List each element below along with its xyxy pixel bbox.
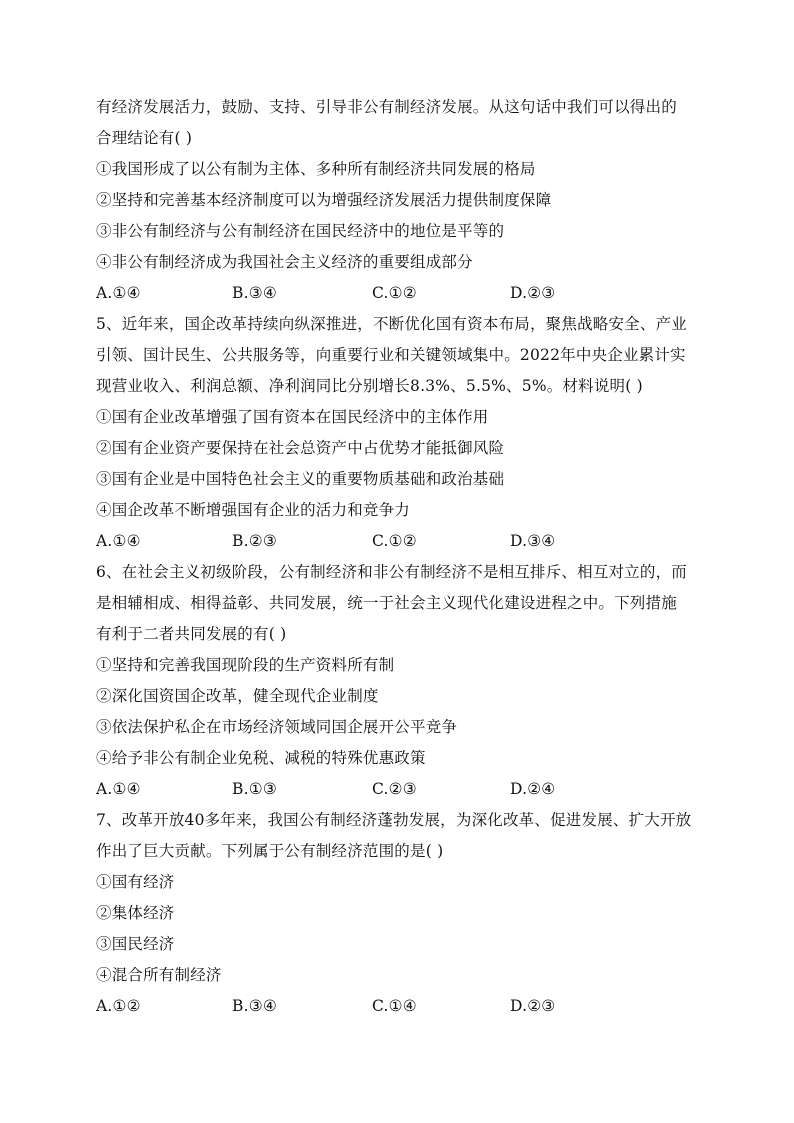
- choice-b: B.①③: [232, 780, 277, 798]
- statement-1: ①坚持和完善我国现阶段的生产资料所有制: [96, 656, 395, 674]
- question-text-line: 6、在社会主义初级阶段，公有制经济和非公有制经济不是相互排斥、相互对立的，而: [96, 563, 687, 581]
- question-4-continuation: [96, 92, 700, 309]
- statement-3: ③国有企业是中国特色社会主义的重要物质基础和政治基础: [96, 470, 505, 488]
- answer-choices: [96, 991, 700, 1022]
- choice-b: B.②③: [232, 532, 277, 550]
- question-7: [96, 805, 700, 1022]
- statement-3: ③国民经济: [96, 935, 175, 953]
- choice-d: D.②③: [510, 284, 556, 302]
- statement-4: ④给予非公有制企业免税、减税的特殊优惠政策: [96, 749, 426, 767]
- statement-1: ①国有经济: [96, 873, 175, 891]
- choice-b: B.③④: [232, 284, 277, 302]
- question-6: [96, 557, 700, 805]
- statement-4: ④国企改革不断增强国有企业的活力和竞争力: [96, 501, 411, 519]
- statement-2: ②深化国资国企改革，健全现代企业制度: [96, 687, 379, 705]
- choice-c: C.①②: [372, 284, 417, 302]
- choice-c: C.①②: [372, 532, 417, 550]
- statement-1: ①我国形成了以公有制为主体、多种所有制经济共同发展的格局: [96, 160, 536, 178]
- choice-d: D.②③: [510, 997, 556, 1015]
- question-text-line: 有经济发展活力，鼓励、支持、引导非公有制经济发展。从这句话中我们可以得出的: [96, 98, 677, 116]
- choice-a: A.①②: [96, 997, 141, 1015]
- answer-choices: [96, 278, 700, 309]
- statement-4: ④混合所有制经济: [96, 966, 222, 984]
- document-page: [96, 92, 700, 1022]
- choice-d: D.③④: [510, 532, 556, 550]
- question-text-line: 合理结论有( ): [96, 129, 193, 147]
- choice-a: A.①④: [96, 284, 141, 302]
- choice-a: A.①④: [96, 532, 141, 550]
- choice-c: C.①④: [372, 997, 417, 1015]
- statement-4: ④非公有制经济成为我国社会主义经济的重要组成部分: [96, 253, 473, 271]
- statement-3: ③依法保护私企在市场经济领域同国企展开公平竞争: [96, 718, 458, 736]
- statement-3: ③非公有制经济与公有制经济在国民经济中的地位是平等的: [96, 222, 505, 240]
- question-text-line: 是相辅相成、相得益彰、共同发展，统一于社会主义现代化建设进程之中。下列措施: [96, 594, 677, 612]
- statement-2: ②国有企业资产要保持在社会总资产中占优势才能抵御风险: [96, 439, 505, 457]
- question-text-line: 5、近年来，国企改革持续向纵深推进，不断优化国有资本布局，聚焦战略安全、产业: [96, 315, 687, 333]
- question-text-line: 7、改革开放40多年来，我国公有制经济蓬勃发展，为深化改革、促进发展、扩大开放: [96, 811, 692, 829]
- answer-choices: [96, 774, 700, 805]
- question-text-line: 现营业收入、利润总额、净利润同比分别增长8.3%、5.5%、5%。材料说明( ): [96, 377, 643, 395]
- choice-b: B.③④: [232, 997, 277, 1015]
- question-text-line: 作出了巨大贡献。下列属于公有制经济范围的是( ): [96, 842, 444, 860]
- choice-d: D.②④: [510, 780, 556, 798]
- question-5: [96, 309, 700, 557]
- statement-2: ②坚持和完善基本经济制度可以为增强经济发展活力提供制度保障: [96, 191, 552, 209]
- statement-2: ②集体经济: [96, 904, 175, 922]
- choice-a: A.①④: [96, 780, 141, 798]
- statement-1: ①国有企业改革增强了国有资本在国民经济中的主体作用: [96, 408, 489, 426]
- choice-c: C.②③: [372, 780, 417, 798]
- question-text-line: 有利于二者共同发展的有( ): [96, 625, 287, 643]
- answer-choices: [96, 526, 700, 557]
- question-text-line: 引领、国计民生、公共服务等，向重要行业和关键领域集中。2022年中央企业累计实: [96, 346, 686, 364]
